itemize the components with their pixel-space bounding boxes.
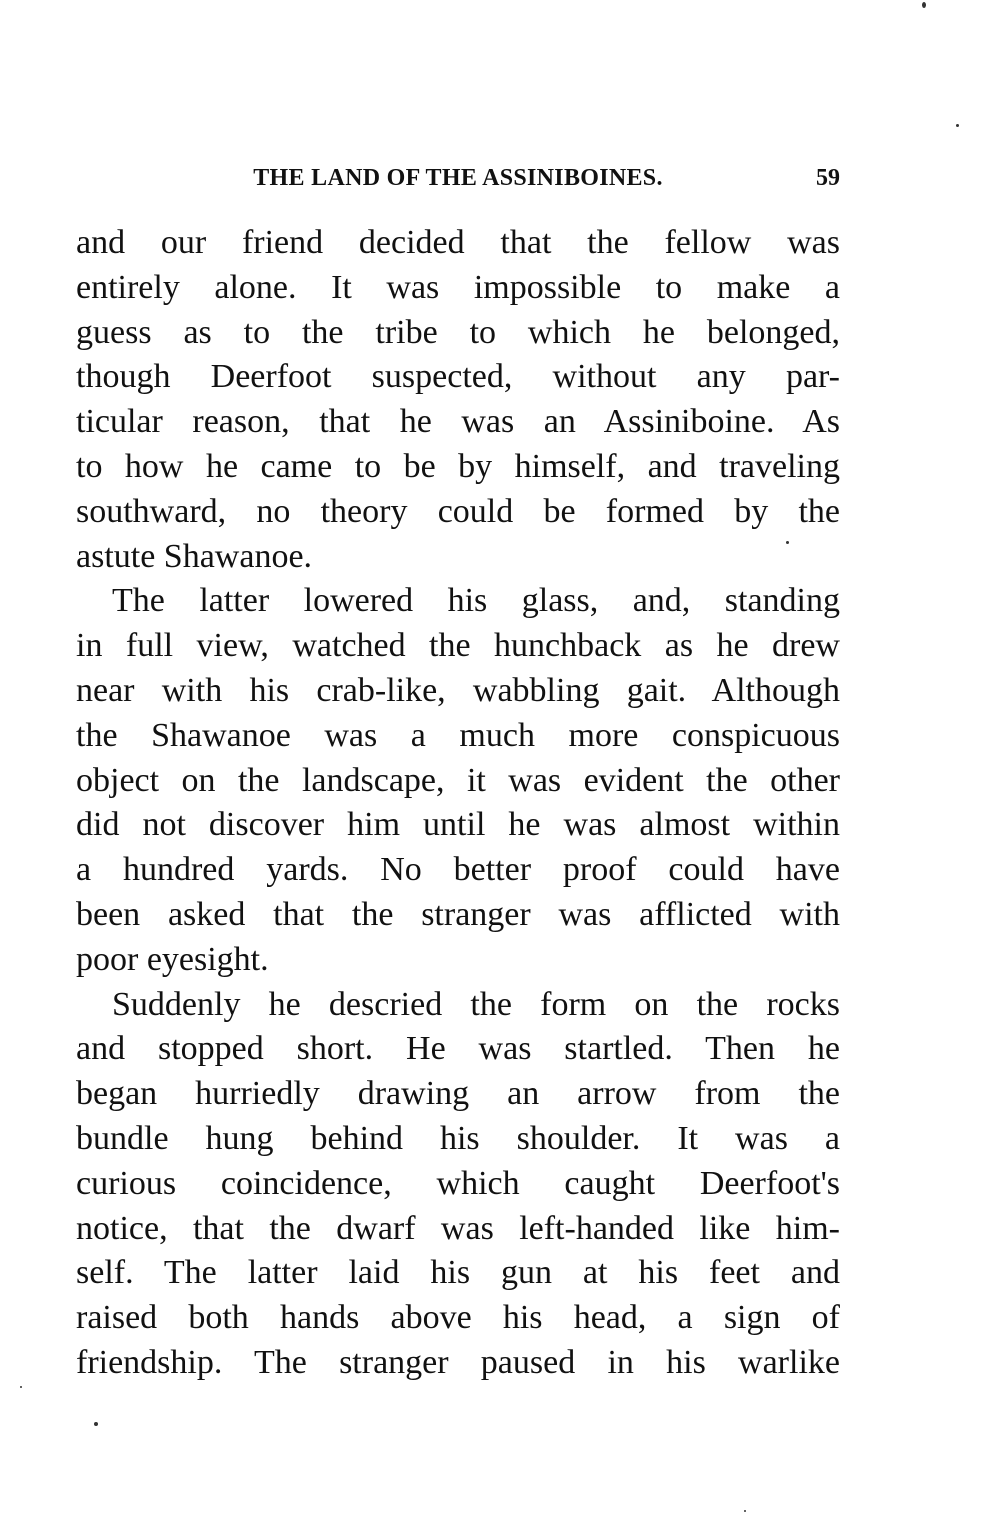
text-line: the Shawanoe was a much more conspicuous — [76, 716, 840, 754]
text-line: notice, that the dwarf was left-handed like him- — [76, 1209, 840, 1247]
body-text — [76, 221, 840, 1386]
text-line: to how he came to be by himself, and traveling — [76, 447, 840, 485]
running-title: THE LAND OF THE ASSINIBOINES. — [253, 165, 663, 191]
text-line: self. The latter laid his gun at his feet and — [76, 1254, 840, 1292]
text-line: object on the landscape, it was evident the other — [76, 761, 840, 799]
text-line: entirely alone. It was impossible to make a — [76, 268, 840, 306]
text-line: and stopped short. He was startled. Then he — [76, 1030, 840, 1068]
scan-speck — [20, 1386, 22, 1388]
text-line: did not discover him until he was almost within — [76, 806, 840, 844]
text-line: near with his crab-like, wabbling gait. Although — [76, 671, 840, 709]
scan-speck — [956, 124, 959, 127]
scan-speck — [744, 1510, 746, 1512]
scan-speck — [94, 1422, 98, 1426]
text-line: Suddenly he descried the form on the rocks — [112, 985, 840, 1023]
scan-speck — [922, 2, 926, 8]
scan-speck — [786, 541, 789, 544]
text-line: raised both hands above his head, a sign of — [76, 1299, 840, 1337]
text-line: The latter lowered his glass, and, standing — [112, 582, 840, 620]
text-line: in full view, watched the hunchback as he drew — [76, 627, 840, 665]
text-line: though Deerfoot suspected, without any par- — [76, 358, 840, 396]
text-line: guess as to the tribe to which he belonged, — [76, 313, 840, 351]
text-line: friendship. The stranger paused in his warlike — [76, 1343, 840, 1381]
text-line: curious coincidence, which caught Deerfoot's — [76, 1164, 840, 1202]
text-line: and our friend decided that the fellow was — [76, 224, 840, 261]
text-line: astute Shawanoe. — [76, 537, 313, 575]
text-line: began hurriedly drawing an arrow from the — [76, 1075, 840, 1113]
running-head — [76, 160, 840, 196]
text-line: been asked that the stranger was afflicted with — [76, 895, 840, 933]
text-line: a hundred yards. No better proof could have — [76, 851, 840, 889]
page-number: 59 — [816, 165, 840, 191]
text-line: southward, no theory could be formed by the — [76, 492, 840, 530]
text-line: poor eyesight. — [76, 940, 269, 978]
text-line: bundle hung behind his shoulder. It was a — [76, 1119, 840, 1157]
text-line: ticular reason, that he was an Assiniboine. As — [76, 403, 840, 441]
